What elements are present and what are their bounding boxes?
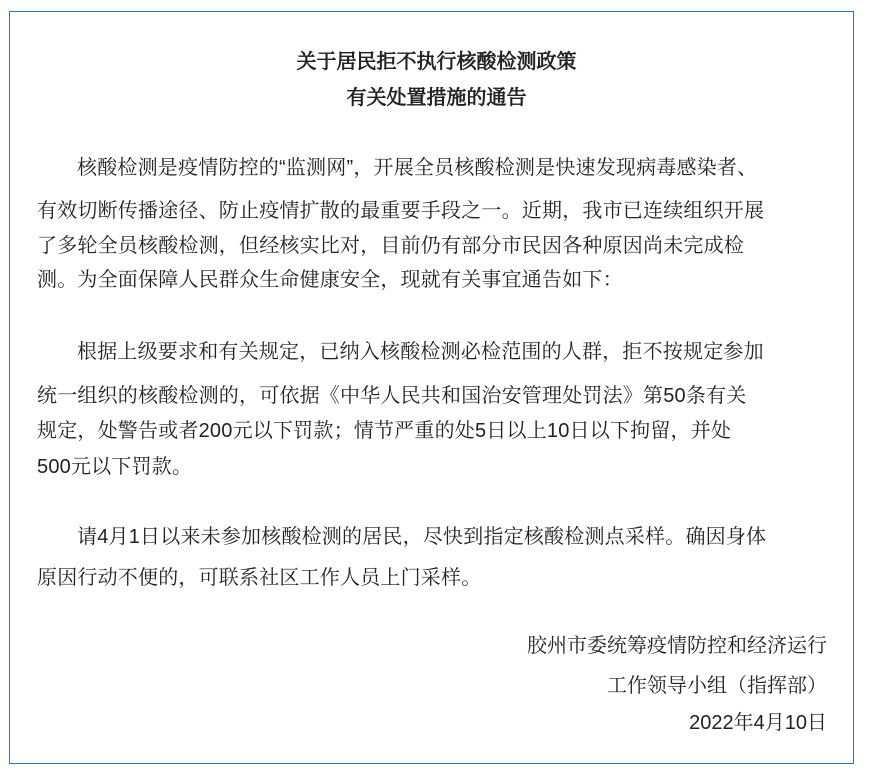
- signature-group: 工作领导小组（指挥部）: [607, 675, 827, 697]
- signature-date: 2022年4月10日: [689, 712, 827, 734]
- notice-title-line-2: 有关处置措施的通告: [346, 87, 527, 109]
- paragraph-line: 根据上级要求和有关规定，已纳入核酸检测必检范围的人群，拒不按规定参加: [77, 341, 764, 363]
- paragraph-line: 有效切断传播途径、防止疫情扩散的最重要手段之一。近期，我市已连续组织开展: [37, 200, 765, 222]
- paragraph-line: 核酸检测是疫情防控的“监测网”，开展全员核酸检测是快速发现病毒感染者、: [77, 157, 758, 179]
- paragraph-line: 请4月1日以来未参加核酸检测的居民，尽快到指定核酸检测点采样。确因身体: [77, 526, 767, 548]
- paragraph-line: 测。为全面保障人民群众生命健康安全，现就有关事宜通告如下：: [37, 269, 623, 291]
- paragraph-line: 统一组织的核酸检测的，可依据《中华人民共和国治安管理处罚法》第50条有关: [37, 385, 747, 407]
- notice-title-line-1: 关于居民拒不执行核酸检测政策: [296, 51, 577, 73]
- paragraph-line: 了多轮全员核酸检测，但经核实比对，目前仍有部分市民因各种原因尚未完成检: [37, 235, 744, 257]
- signature-organization: 胶州市委统筹疫情防控和经济运行: [527, 635, 827, 657]
- paragraph-line: 500元以下罚款。: [37, 456, 193, 478]
- paragraph-line: 规定，处警告或者200元以下罚款；情节严重的处5日以上10日以下拘留，并处: [37, 420, 732, 442]
- paragraph-line: 原因行动不便的，可联系社区工作人员上门采样。: [37, 567, 482, 589]
